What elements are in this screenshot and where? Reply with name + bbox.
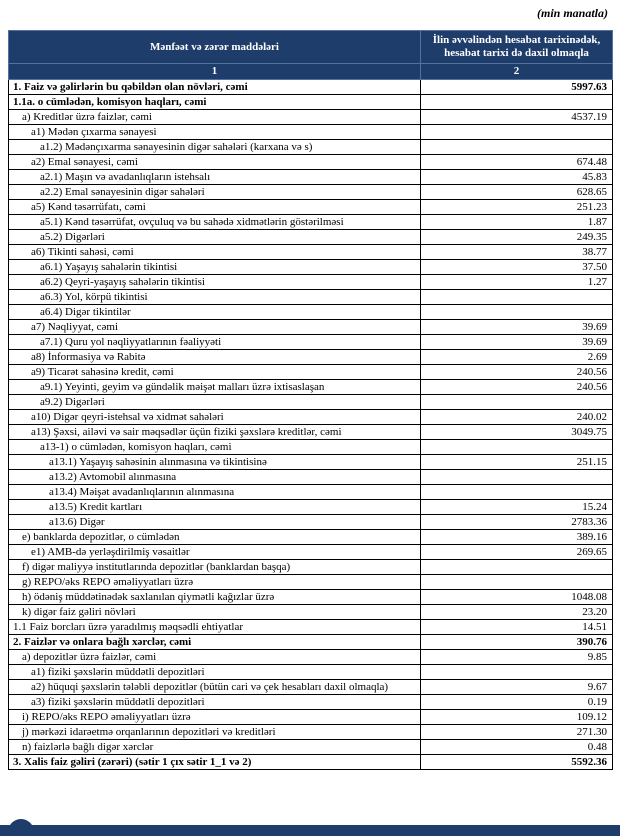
row-label: a13.4) Məişət avadanlıqlarının alınmasına — [9, 485, 421, 500]
row-label: a) Kreditlər üzrə faizlər, cəmi — [9, 110, 421, 125]
row-value: 2783.36 — [421, 515, 613, 530]
row-label: a9.2) Digərləri — [9, 395, 421, 410]
table-row — [9, 455, 613, 470]
row-value — [421, 395, 613, 410]
row-label: a13.2) Avtomobil alınmasına — [9, 470, 421, 485]
row-value: 3049.75 — [421, 425, 613, 440]
row-value: 2.69 — [421, 350, 613, 365]
table-row — [9, 470, 613, 485]
table-row — [9, 740, 613, 755]
row-value: 674.48 — [421, 155, 613, 170]
table-row — [9, 305, 613, 320]
row-value — [421, 95, 613, 110]
row-label: j) mərkəzi idarəetmə orqanlarının depozitləri və kreditləri — [9, 725, 421, 740]
row-value: 23.20 — [421, 605, 613, 620]
table-row — [9, 320, 613, 335]
column-header-items: Mənfəət və zərər maddələri — [9, 31, 421, 64]
table-row — [9, 590, 613, 605]
row-value: 37.50 — [421, 260, 613, 275]
row-value: 251.23 — [421, 200, 613, 215]
table-row — [9, 650, 613, 665]
row-label: a1.2) Mədənçıxarma sənayesinin digər sahələri (karxana və s) — [9, 140, 421, 155]
table-header — [9, 31, 613, 80]
table-row — [9, 515, 613, 530]
row-value: 390.76 — [421, 635, 613, 650]
row-label: a6.3) Yol, körpü tikintisi — [9, 290, 421, 305]
row-label: a) depozitlər üzrə faizlər, cəmi — [9, 650, 421, 665]
table-row — [9, 170, 613, 185]
row-value: 14.51 — [421, 620, 613, 635]
table-row — [9, 260, 613, 275]
row-label: e) banklarda depozitlər, o cümlədən — [9, 530, 421, 545]
table-row — [9, 380, 613, 395]
table-row — [9, 95, 613, 110]
row-value: 240.56 — [421, 380, 613, 395]
profit-loss-table — [8, 30, 613, 770]
row-value: 269.65 — [421, 545, 613, 560]
table-row — [9, 725, 613, 740]
row-value: 38.77 — [421, 245, 613, 260]
table-row — [9, 500, 613, 515]
row-value: 251.15 — [421, 455, 613, 470]
row-label: a13-1) o cümlədən, komisyon haqları, cəmi — [9, 440, 421, 455]
table-row — [9, 695, 613, 710]
row-label: n) faizlərlə bağlı digər xərclər — [9, 740, 421, 755]
row-label: a9) Ticarət sahəsinə kredit, cəmi — [9, 365, 421, 380]
table-row — [9, 545, 613, 560]
table-row — [9, 425, 613, 440]
table-row — [9, 185, 613, 200]
table-row — [9, 755, 613, 770]
row-label: a13.1) Yaşayış sahəsinin alınmasına və tikintisinə — [9, 455, 421, 470]
row-label: 2. Faizlər və onlara bağlı xərclər, cəmi — [9, 635, 421, 650]
row-label: 1.1a. o cümlədən, komisyon haqları, cəmi — [9, 95, 421, 110]
row-value: 0.48 — [421, 740, 613, 755]
row-value: 15.24 — [421, 500, 613, 515]
table-body — [9, 80, 613, 770]
row-value — [421, 290, 613, 305]
row-value — [421, 560, 613, 575]
row-value: 1.27 — [421, 275, 613, 290]
row-label: a13) Şəxsi, ailəvi və sair məqsədlər üçün fiziki şəxslərə kreditlər, cəmi — [9, 425, 421, 440]
row-label: a9.1) Yeyinti, geyim və gündəlik məişət malları üzrə ixtisaslaşan — [9, 380, 421, 395]
table-row — [9, 350, 613, 365]
row-label: a7.1) Quru yol nəqliyyatlarının fəaliyyəti — [9, 335, 421, 350]
table-row — [9, 530, 613, 545]
row-label: k) digər faiz gəliri növləri — [9, 605, 421, 620]
column-number-amount: 2 — [421, 64, 613, 80]
row-value: 1.87 — [421, 215, 613, 230]
footer-bar — [0, 825, 620, 836]
table-row — [9, 665, 613, 680]
column-number-items: 1 — [9, 64, 421, 80]
row-value: 5592.36 — [421, 755, 613, 770]
row-value: 628.65 — [421, 185, 613, 200]
table-row — [9, 410, 613, 425]
row-label: a13.5) Kredit kartları — [9, 500, 421, 515]
table-row — [9, 245, 613, 260]
row-value: 4537.19 — [421, 110, 613, 125]
table-row — [9, 125, 613, 140]
row-value: 271.30 — [421, 725, 613, 740]
row-label: 1. Faiz və gəlirlərin bu qəbildən olan növləri, cəmi — [9, 80, 421, 95]
row-label: a5.1) Kənd təsərrüfat, ovçuluq və bu sahədə xidmətlərin göstərilməsi — [9, 215, 421, 230]
row-label: a6) Tikinti sahəsi, cəmi — [9, 245, 421, 260]
row-label: a3) fiziki şəxslərin müddətli depozitləri — [9, 695, 421, 710]
row-value — [421, 140, 613, 155]
table-row — [9, 230, 613, 245]
row-value — [421, 485, 613, 500]
row-label: f) digər maliyyə institutlarında depozitlər (banklardan başqa) — [9, 560, 421, 575]
row-value — [421, 575, 613, 590]
row-value — [421, 305, 613, 320]
row-label: a1) Mədən çıxarma sənayesi — [9, 125, 421, 140]
row-value — [421, 125, 613, 140]
table-row — [9, 440, 613, 455]
table-row — [9, 575, 613, 590]
row-label: a6.1) Yaşayış sahələrin tikintisi — [9, 260, 421, 275]
row-value: 9.67 — [421, 680, 613, 695]
table-row — [9, 680, 613, 695]
row-label: a5.2) Digərləri — [9, 230, 421, 245]
row-label: a2) hüquqi şəxslərin tələbli depozitlər (bütün cari və çek hesabları daxil olmaqla) — [9, 680, 421, 695]
table-row — [9, 395, 613, 410]
row-value: 109.12 — [421, 710, 613, 725]
row-value: 1048.08 — [421, 590, 613, 605]
table-row — [9, 80, 613, 95]
table-row — [9, 605, 613, 620]
table-row — [9, 155, 613, 170]
table-row — [9, 710, 613, 725]
row-value: 45.83 — [421, 170, 613, 185]
row-label: a10) Digər qeyri-istehsal və xidmət sahələri — [9, 410, 421, 425]
row-value: 39.69 — [421, 320, 613, 335]
table-row — [9, 200, 613, 215]
row-value — [421, 440, 613, 455]
row-label: h) ödəniş müddətinədək saxlanılan qiymətli kağızlar üzrə — [9, 590, 421, 605]
table-row — [9, 290, 613, 305]
table-row — [9, 215, 613, 230]
row-label: a1) fiziki şəxslərin müddətli depozitləri — [9, 665, 421, 680]
table-row — [9, 275, 613, 290]
unit-note: (min manatla) — [536, 6, 608, 20]
row-label: a13.6) Digər — [9, 515, 421, 530]
row-value: 389.16 — [421, 530, 613, 545]
row-label: 1.1 Faiz borcları üzrə yaradılmış məqsədli ehtiyatlar — [9, 620, 421, 635]
row-label: a2.2) Emal sənayesinin digər sahələri — [9, 185, 421, 200]
row-label: a8) İnformasiya və Rabitə — [9, 350, 421, 365]
table-row — [9, 560, 613, 575]
table-row — [9, 140, 613, 155]
row-value — [421, 470, 613, 485]
row-label: 3. Xalis faiz gəliri (zərəri) (sətir 1 çıx sətir 1_1 və 2) — [9, 755, 421, 770]
table-row — [9, 485, 613, 500]
row-label: a7) Nəqliyyat, cəmi — [9, 320, 421, 335]
row-label: g) REPO/əks REPO əməliyyatları üzrə — [9, 575, 421, 590]
row-value — [421, 665, 613, 680]
row-value: 9.85 — [421, 650, 613, 665]
row-label: a2) Emal sənayesi, cəmi — [9, 155, 421, 170]
row-value: 0.19 — [421, 695, 613, 710]
header-number-row — [9, 64, 613, 80]
row-value: 240.02 — [421, 410, 613, 425]
row-label: e1) AMB-də yerləşdirilmiş vəsaitlər — [9, 545, 421, 560]
column-header-amount: İlin əvvəlindən hesabat tarixinədək, hesabat tarixi də daxil olmaqla — [421, 31, 613, 64]
table-row — [9, 335, 613, 350]
table-row — [9, 620, 613, 635]
row-label: a6.2) Qeyri-yaşayış sahələrin tikintisi — [9, 275, 421, 290]
header-row — [9, 31, 613, 64]
row-value: 5997.63 — [421, 80, 613, 95]
table-row — [9, 635, 613, 650]
row-label: i) REPO/əks REPO əməliyyatları üzrə — [9, 710, 421, 725]
row-value: 39.69 — [421, 335, 613, 350]
row-value: 249.35 — [421, 230, 613, 245]
table-row — [9, 365, 613, 380]
row-value: 240.56 — [421, 365, 613, 380]
table-row — [9, 110, 613, 125]
row-label: a2.1) Maşın və avadanlıqların istehsalı — [9, 170, 421, 185]
row-label: a6.4) Digər tikintilər — [9, 305, 421, 320]
row-label: a5) Kənd təsərrüfatı, cəmi — [9, 200, 421, 215]
